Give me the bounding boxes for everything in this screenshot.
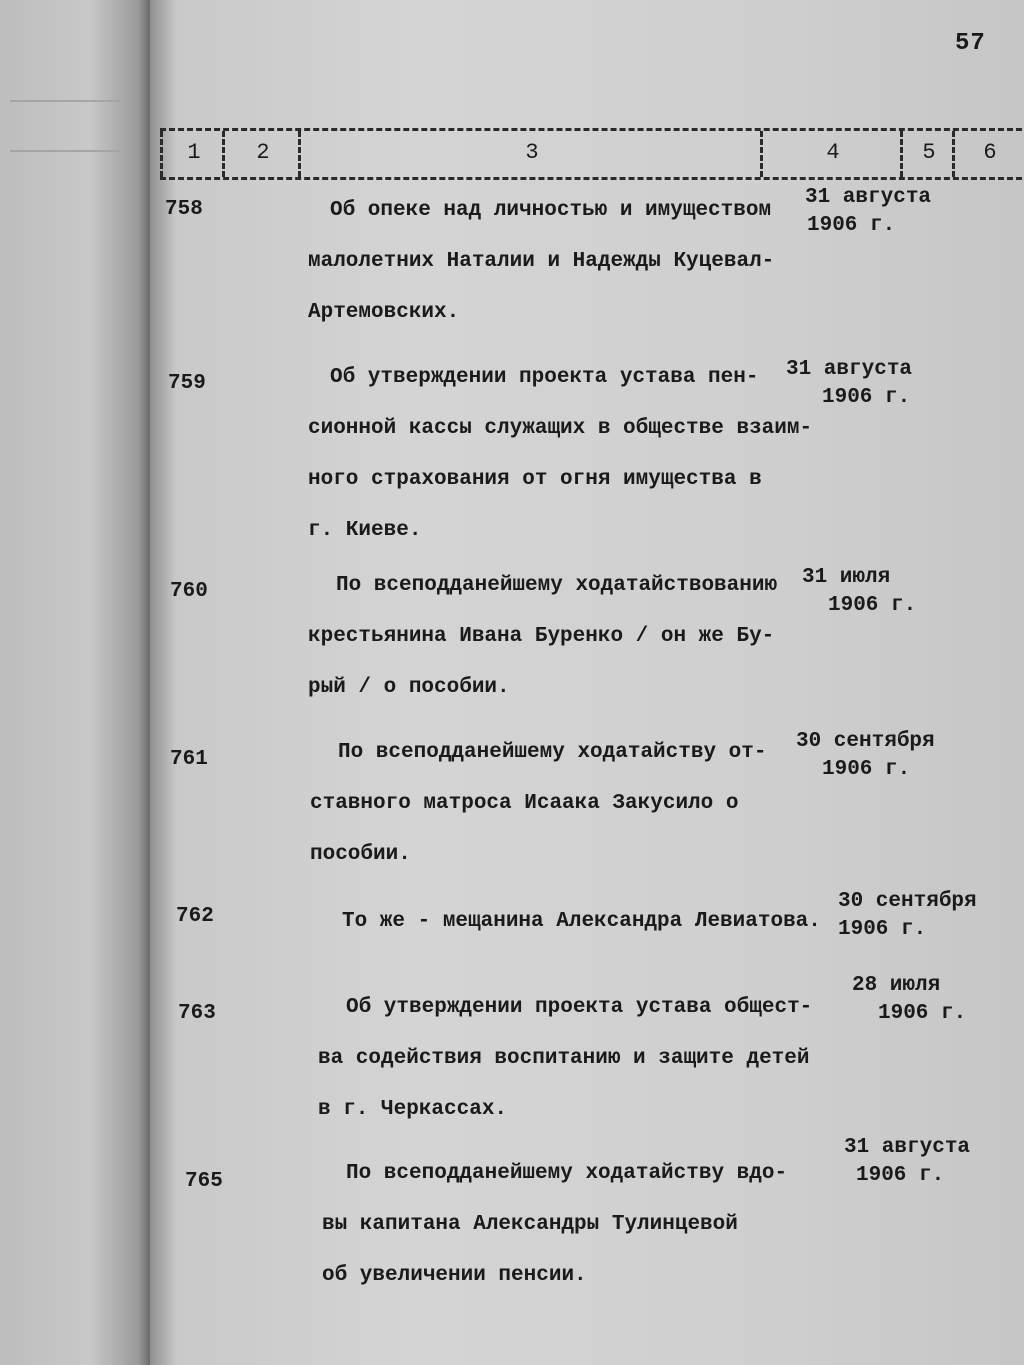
entry-line: Артемовских. [308,301,460,324]
entry-line: Об утверждении проекта устава пен- [330,366,759,389]
entry-line: крестьянина Ивана Буренко / он же Бу- [308,625,775,648]
entry-description [322,1148,787,1301]
left-page-mark [10,100,120,102]
entry-line: ставного матроса Исаака Закусило о [310,792,739,815]
left-page-edge [0,0,150,1365]
column-header-2: 2 [222,131,301,177]
entry-line: Об опеке над личностью и имуществом [330,199,772,222]
entry-date-year: 1906 г. [807,214,896,237]
entry-line: То же - мещанина Александра Левиатова. [342,910,821,933]
entry-description [318,982,812,1135]
entry-line: рый / о пособии. [308,676,510,699]
entry-line: вы капитана Александры Тулинцевой [322,1213,738,1236]
entry-number: 762 [176,905,214,928]
column-header-6: 6 [952,131,1024,177]
entry-line: По всеподданейшему ходатайству от- [338,741,767,764]
entry-number: 765 [185,1170,223,1193]
entry-line: малолетних Наталии и Надежды Куцевал- [308,250,775,273]
entry-date-year: 1906 г. [838,918,927,941]
entry-line: об увеличении пенсии. [322,1264,587,1287]
entry-line: сионной кассы служащих в обществе взаим- [308,417,813,440]
entry-date-day: 31 августа [844,1136,971,1159]
entry-date-year: 1906 г. [878,1002,967,1025]
entry-date-year: 1906 г. [856,1164,945,1187]
entry-description [308,352,812,556]
entry-line: По всеподданейшему ходатайствованию [336,574,778,597]
entry-number: 759 [168,372,206,395]
entry-date [852,972,966,1028]
entry-line: ва содействия воспитанию и защите детей [318,1047,810,1070]
entry-description [310,727,766,880]
entry-date [786,356,912,412]
entry-description [342,896,821,947]
entry-line: По всеподданейшему ходатайству вдо- [346,1162,788,1185]
document-page [150,0,1024,1365]
page-number: 57 [955,30,986,57]
entry-line: ного страхования от огня имущества в [308,468,762,491]
entry-line: в г. Черкассах. [318,1098,508,1121]
entry-number: 760 [170,580,208,603]
entry-description [308,560,777,713]
column-header-3: 3 [298,131,763,177]
entry-date-day: 28 июля [852,974,941,997]
entry-date [805,184,931,240]
entry-description [308,185,774,338]
entry-line: г. Киеве. [308,519,422,542]
entry-date [838,888,977,944]
entry-date-year: 1906 г. [822,758,911,781]
column-header-5: 5 [900,131,955,177]
entry-date [796,728,935,784]
entry-date-day: 30 сентября [838,890,977,913]
entry-date-day: 31 августа [805,186,932,209]
entry-date [844,1134,970,1190]
entry-date-day: 31 августа [786,358,913,381]
entry-line: Об утверждении проекта устава общест- [346,996,813,1019]
entry-line: пособии. [310,843,411,866]
column-header-1: 1 [160,131,225,177]
entry-date-year: 1906 г. [822,386,911,409]
left-page-mark [10,150,120,152]
entry-number: 761 [170,748,208,771]
column-header-4: 4 [760,131,903,177]
entry-date-year: 1906 г. [828,594,917,617]
entry-date-day: 30 сентября [796,730,935,753]
entry-number: 763 [178,1002,216,1025]
entry-date [802,564,916,620]
column-header-row [160,128,1022,180]
entry-date-day: 31 июля [802,566,891,589]
entry-number: 758 [165,198,203,221]
